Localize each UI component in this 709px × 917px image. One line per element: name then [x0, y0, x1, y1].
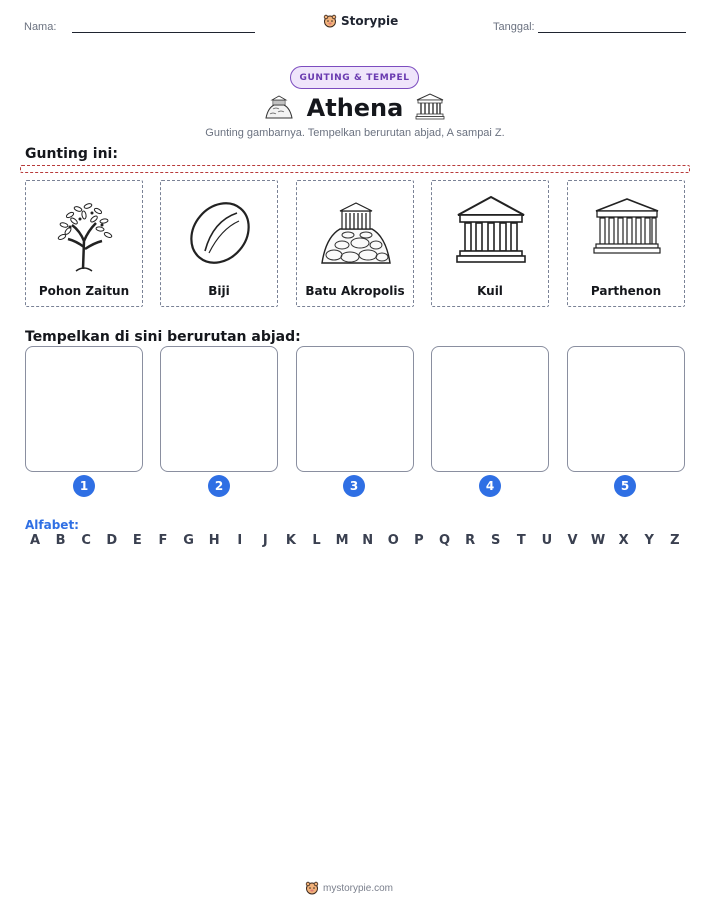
alphabet-letter: L: [312, 533, 321, 548]
card-label: Pohon Zaitun: [38, 284, 130, 298]
alphabet-letter: A: [29, 533, 41, 548]
brand-name: Storypie: [341, 14, 399, 28]
alphabet-letter: Q: [438, 533, 451, 548]
paste-slot-3[interactable]: [296, 346, 414, 472]
alphabet-letter: S: [491, 533, 501, 548]
slot-number: 3: [343, 475, 365, 497]
slot-number: 4: [479, 475, 501, 497]
alphabet-letter: P: [414, 533, 424, 548]
alphabet-row: [25, 533, 685, 551]
seed-icon: [185, 191, 255, 276]
alphabet-letter: T: [516, 533, 526, 548]
card-label: Biji: [208, 284, 230, 298]
paste-slot-2[interactable]: [160, 346, 278, 472]
card-label: Kuil: [477, 284, 503, 298]
storypie-mascot-icon: [323, 14, 337, 28]
acropolis-rock-icon: [318, 191, 394, 276]
slot-number: 2: [208, 475, 230, 497]
alphabet-letter: Y: [644, 533, 654, 548]
paste-slot-4[interactable]: [431, 346, 549, 472]
cut-card-temple[interactable]: [431, 180, 549, 307]
alphabet-letter: G: [183, 533, 194, 548]
alphabet-letter: B: [55, 533, 66, 548]
alphabet-letter: U: [541, 533, 553, 548]
paste-slot-1[interactable]: [25, 346, 143, 472]
alphabet-letter: J: [262, 533, 268, 548]
card-label: Parthenon: [590, 284, 662, 298]
slot-number: 1: [73, 475, 95, 497]
parthenon-icon: [592, 191, 662, 276]
alphabet-letter: F: [158, 533, 168, 548]
card-label: Batu Akropolis: [305, 284, 405, 298]
paste-section-title: Tempelkan di sini berurutan abjad:: [25, 329, 301, 345]
alphabet-letter: R: [465, 533, 476, 548]
page-title: Athena: [306, 94, 404, 122]
alphabet-letter: H: [208, 533, 220, 548]
paste-slot-5[interactable]: [567, 346, 685, 472]
instructions: Gunting gambarnya. Tempelkan berurutan abjad, A sampai Z.: [205, 127, 505, 139]
alphabet-letter: M: [335, 533, 349, 548]
alphabet-letter: K: [285, 533, 296, 548]
alphabet-letter: E: [132, 533, 142, 548]
alphabet-letter: D: [106, 533, 118, 548]
footer-url[interactable]: mystorypie.com: [323, 882, 394, 894]
cut-card-acropolis-rock[interactable]: [296, 180, 414, 307]
brand-logo: [323, 14, 398, 28]
acropolis-small-icon: [263, 92, 295, 120]
cut-card-olive-tree[interactable]: [25, 180, 143, 307]
alphabet-letter: Z: [670, 533, 680, 548]
alphabet-letter: O: [387, 533, 399, 548]
cut-line: [20, 165, 690, 173]
storypie-mascot-icon: [305, 881, 319, 895]
cut-card-seed[interactable]: [160, 180, 278, 307]
alphabet-letter: X: [618, 533, 629, 548]
alphabet-letter: V: [567, 533, 578, 548]
cut-section-title: Gunting ini:: [25, 146, 118, 162]
date-line[interactable]: [538, 32, 686, 33]
olive-tree-icon: [50, 191, 120, 276]
alphabet-letter: I: [237, 533, 243, 548]
cut-card-parthenon[interactable]: [567, 180, 685, 307]
name-label: Nama:: [24, 21, 57, 33]
temple-icon: [456, 191, 526, 276]
name-line[interactable]: [72, 32, 255, 33]
temple-small-icon: [414, 92, 446, 120]
alphabet-letter: W: [590, 533, 606, 548]
date-label: Tanggal:: [493, 21, 535, 33]
slot-number: 5: [614, 475, 636, 497]
alphabet-letter: C: [81, 533, 91, 548]
footer: [305, 879, 415, 897]
activity-badge: GUNTING & TEMPEL: [290, 66, 419, 89]
alphabet-title: Alfabet:: [25, 518, 79, 532]
alphabet-letter: N: [362, 533, 374, 548]
